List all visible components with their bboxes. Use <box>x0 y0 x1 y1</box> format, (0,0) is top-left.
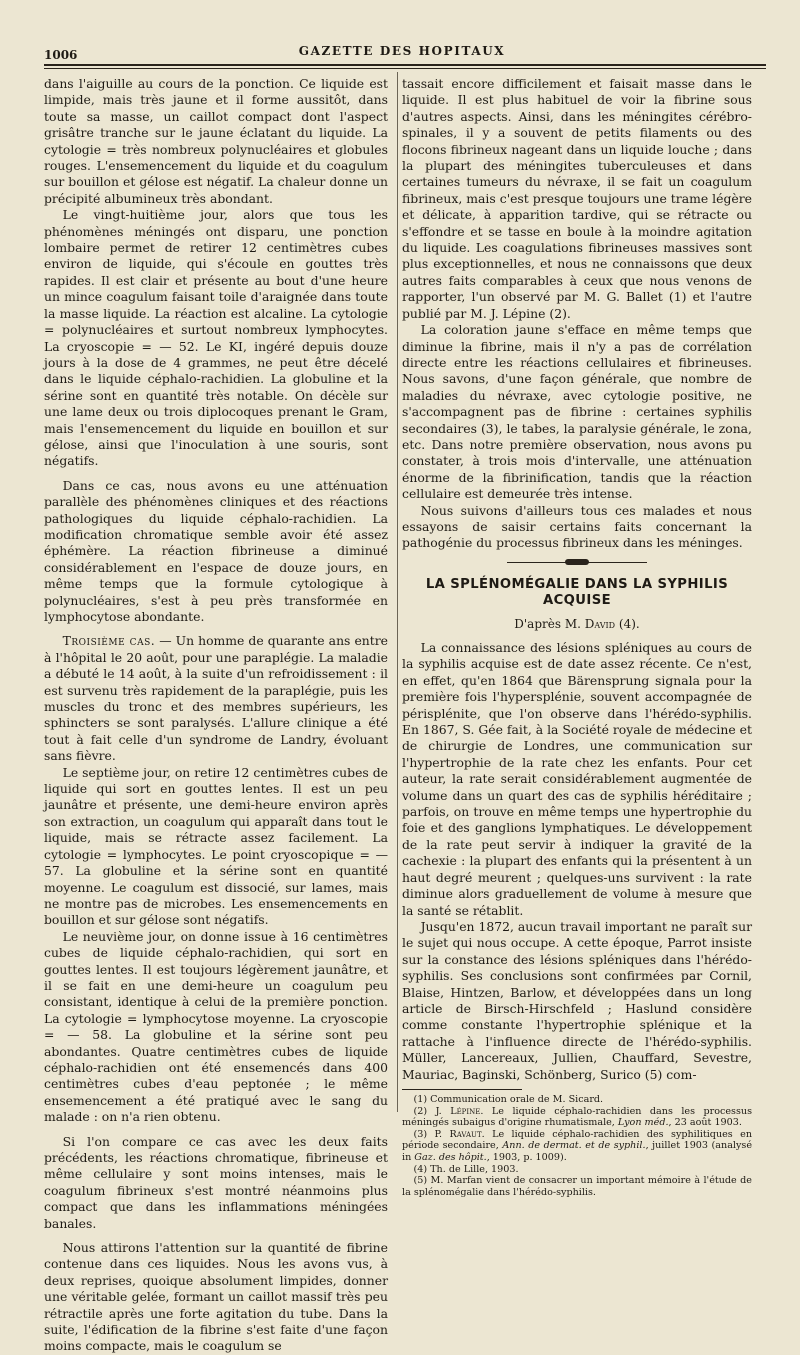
paragraph: Le neuvième jour, on donne issue à 16 centimètres cubes de liquide céphalo-rachidien, qui sort en gouttes lentes. Il est toujours légèrement jaunâtre, et il se fait en une demi-heure un coagulum peu consistant, identique à celui de la première ponction. La cytologie = lymphocytose moyenne. La cryoscopie = — 58. La globuline et la sérine sont peu abondantes. Quatre centimètres cubes de liquide céphalo-rachidien ont été ensemencés dans 400 centimètres cubes d'eau peptonée ; le même ensemencement a été pratiqué avec le sang du malade : on n'a rien obtenu. <box>44 928 388 1125</box>
header-rule <box>44 64 766 66</box>
section-author: D'après M. David (4). <box>514 616 640 631</box>
paragraph: Nous suivons d'ailleurs tous ces malades et nous essayons de saisir certains faits concernant la pathogénie du processus fibrineux dans les méninges. <box>402 502 752 551</box>
footnote: (5) M. Marfan vient de consacrer un important mémoire à l'étude de la splénomégalie dans l'hérédo-syphilis. <box>402 1175 752 1198</box>
section-title: LA SPLÉNOMÉGALIE DANS LA SYPHILIS ACQUISE <box>425 576 729 609</box>
footnote-rule <box>402 1089 522 1090</box>
paragraph: Nous attirons l'attention sur la quantité de fibrine contenue dans ces liquides. Nous les avons vus, à deux reprises, quoique absolument limpides, donner une véritable gelée, formant un caillot massif très peu rétractile après une forte agitation du tube. Dans la suite, l'édification de la fibrine s'est faite d'une façon moins compacte, mais le coagulum se <box>44 1240 388 1354</box>
column-divider <box>397 72 398 1112</box>
right-column <box>402 76 752 1198</box>
footnote: (2) J. Lépine. Le liquide céphalo-rachidien dans les processus méningés subaigus d'origine rhumatismale, Lyon méd., 23 août 1903. <box>402 1105 752 1129</box>
paragraph: Le septième jour, on retire 12 centimètres cubes de liquide qui sort en gouttes lentes. Il est un peu jaunâtre et présente, une demi-heure environ après son extraction, un coagulum qui apparaît dans tout le liquide, mais se rétracte assez facilement. La cytologie = lymphocytes. Le point cryoscopique = — 57. La globuline et la sérine sont en quantité moyenne. Le coagulum est dissocié, sur lames, mais ne montre pas de microbes. Les ensemencements en bouillon et sur gélose sont négatifs. <box>44 764 388 928</box>
paragraph: tassait encore difficilement et faisait masse dans le liquide. Il est plus habituel de voir la fibrine sous d'autres aspects. Ainsi, dans les méningites cérébro-spinales, il y a souvent de petits filaments ou des flocons fibrineux nageant dans un liquide louche ; dans la plupart des méningites tuberculeuses et dans certaines tumeurs du névraxe, il se fait un coagulum fibrineux, mais c'est presque toujours une trame légère et délicate, à apparition tardive, qui se rétracte ou s'effondre et se tasse en boule à la moindre agitation du liquide. Les coagulations fibrineuses massives sont plus exceptionnelles, et nous ne connaissons que deux autres faits comparables à ceux que nous venons de rapporter, l'un observé par M. G. Ballet (1) et l'autre publié par M. J. Lépine (2). <box>402 76 752 321</box>
footnote: (4) Th. de Lille, 1903. <box>413 1163 519 1175</box>
paragraph: La connaissance des lésions spléniques au cours de la syphilis acquise est de date assez récente. Ce n'est, en effet, qu'en 1864 que Bärensprung signala pour la première fois l'hypersplénie, souvent accompagnée de périsplénite, que l'on observe dans l'hérédo-syphilis. En 1867, S. Gée fait, à la Société royale de médecine et de chirurgie de Londres, une communication sur l'hypertrophie de la rate chez les enfants. Pour cet auteur, la rate serait considérablement augmentée de volume dans un quart des cas de syphilis héréditaire ; parfois, on trouve en même temps une hypertrophie du foie et des ganglions lymphatiques. Le développement de la rate peut servir à indiquer la gravité de la cachexie : la plupart des enfants qui la présentent à un haut degré meurent ; quelques-uns survivent : la rate diminue alors graduellement de volume à mesure que la santé se rétablit. <box>402 640 752 918</box>
case-paragraph <box>44 633 388 764</box>
case-text: — Un homme de quarante ans entre à l'hôpital le 20 août, pour une paraplégie. La maladie a débuté le 14 août, à la suite d'un refroidissement : il est survenu très rapidement de la paraplégie, puis les muscles du tronc et des membres supérieurs, les sphincters se sont paralysés. L'allure clinique a été tout à fait celle d'un syndrome de Landry, évoluant sans fièvre. <box>44 633 388 764</box>
footnotes <box>402 1094 752 1198</box>
footnote: (1) Communication orale de M. Sicard. <box>413 1093 604 1105</box>
paragraph: Jusqu'en 1872, aucun travail important ne paraît sur le sujet qui nous occupe. A cette époque, Parrot insiste sur la constance des lésions spléniques dans l'hérédo-syphilis. Ses conclusions sont confirmées par Cornil, Blaise, Hintzen, Barlow, et développées dans un long article de Birsch-Hirschfeld ; Haslund considère comme constante l'hypertrophie splénique et la rattache à l'influence directe de l'hérédo-syphilis. Müller, Lancereaux, Jullien, Chauffard, Sevestre, Mauriac, Baginski, Schönberg, Surico (5) com- <box>402 918 752 1082</box>
header-rule-thin <box>44 68 766 69</box>
page-number: 1006 <box>44 48 78 62</box>
section-separator <box>507 562 647 563</box>
author-name: David <box>584 616 616 631</box>
footnote: (3) P. Ravaut. Le liquide céphalo-rachidien des syphilitiques en période secondaire, Ann. de dermat. et de syphil., juillet 1903 (analysé in Gaz. des hôpit., 1903, p. 1009). <box>402 1128 753 1163</box>
left-column <box>44 76 388 1355</box>
paragraph: La coloration jaune s'efface en même temps que diminue la fibrine, mais il n'y a pas de corrélation directe entre les réactions cellulaires et fibrineuses. Nous savons, d'une façon générale, que nombre de maladies du névraxe, avec cytologie positive, ne s'accompagnent pas de fibrine : certaines syphilis secondaires (3), le tabes, la paralysie générale, le zona, etc. Dans notre première observation, nous avons pu constater, à trois mois d'intervalle, une atténuation énorme de la fibrinification, tandis que la réaction cellulaire est demeurée très intense. <box>402 322 752 502</box>
page-header <box>44 40 760 62</box>
paragraph: dans l'aiguille au cours de la ponction. Ce liquide est limpide, mais très jaune et il forme aussitôt, dans toute sa masse, un caillot compact dont l'aspect grisâtre tranche sur le jaune éclatant du liquide. La cytologie = très nombreux polynucléaires et globules rouges. L'ensemencement du liquide et du coagulum sur bouillon et gélose est négatif. La chaleur donne un précipité albumineux très abondant. <box>44 76 388 206</box>
paragraph: Si l'on compare ce cas avec les deux faits précédents, les réactions chromatique, fibrineuse et même cellulaire y sont moins intenses, mais le coagulum fibrineux s'est montré néanmoins plus compact que dans les inflammations méningées banales. <box>44 1133 388 1231</box>
separator-ornament <box>565 559 589 565</box>
journal-title: GAZETTE DES HOPITAUX <box>298 44 506 58</box>
case-label: Troisième cas. <box>62 633 156 649</box>
paragraph: Dans ce cas, nous avons eu une atténuation parallèle des phénomènes cliniques et des réactions pathologiques du liquide céphalo-rachidien. La modification chromatique semble avoir été assez éphémère. La réaction fibrineuse a diminué considérablement en l'espace de douze jours, en même temps que la formule cytologique à polynucléaires, s'est à peu près transformée en lymphocytose abondante. <box>44 477 388 624</box>
paragraph: Le vingt-huitième jour, alors que tous les phénomènes méningés ont disparu, une ponction lombaire permet de retirer 12 centimètres cubes environ de liquide, qui s'écoule en gouttes très rapides. Il est clair et présente au bout d'une heure un mince coagulum faisant toile d'araignée dans toute la masse liquide. La réaction est alcaline. La cytologie = polynucléaires et surtout nombreux lymphocytes. La cryoscopie = — 52. Le KI, ingéré depuis douze jours à la dose de 4 grammes, ne peut être décelé dans le liquide céphalo-rachidien. La globuline et la sérine sont en quantité très notable. On décèle sur une lame deux ou trois diplocoques prenant le Gram, mais l'ensemencement du liquide en bouillon et sur gélose, ainsi que l'inoculation à une souris, sont négatifs. <box>44 207 388 469</box>
